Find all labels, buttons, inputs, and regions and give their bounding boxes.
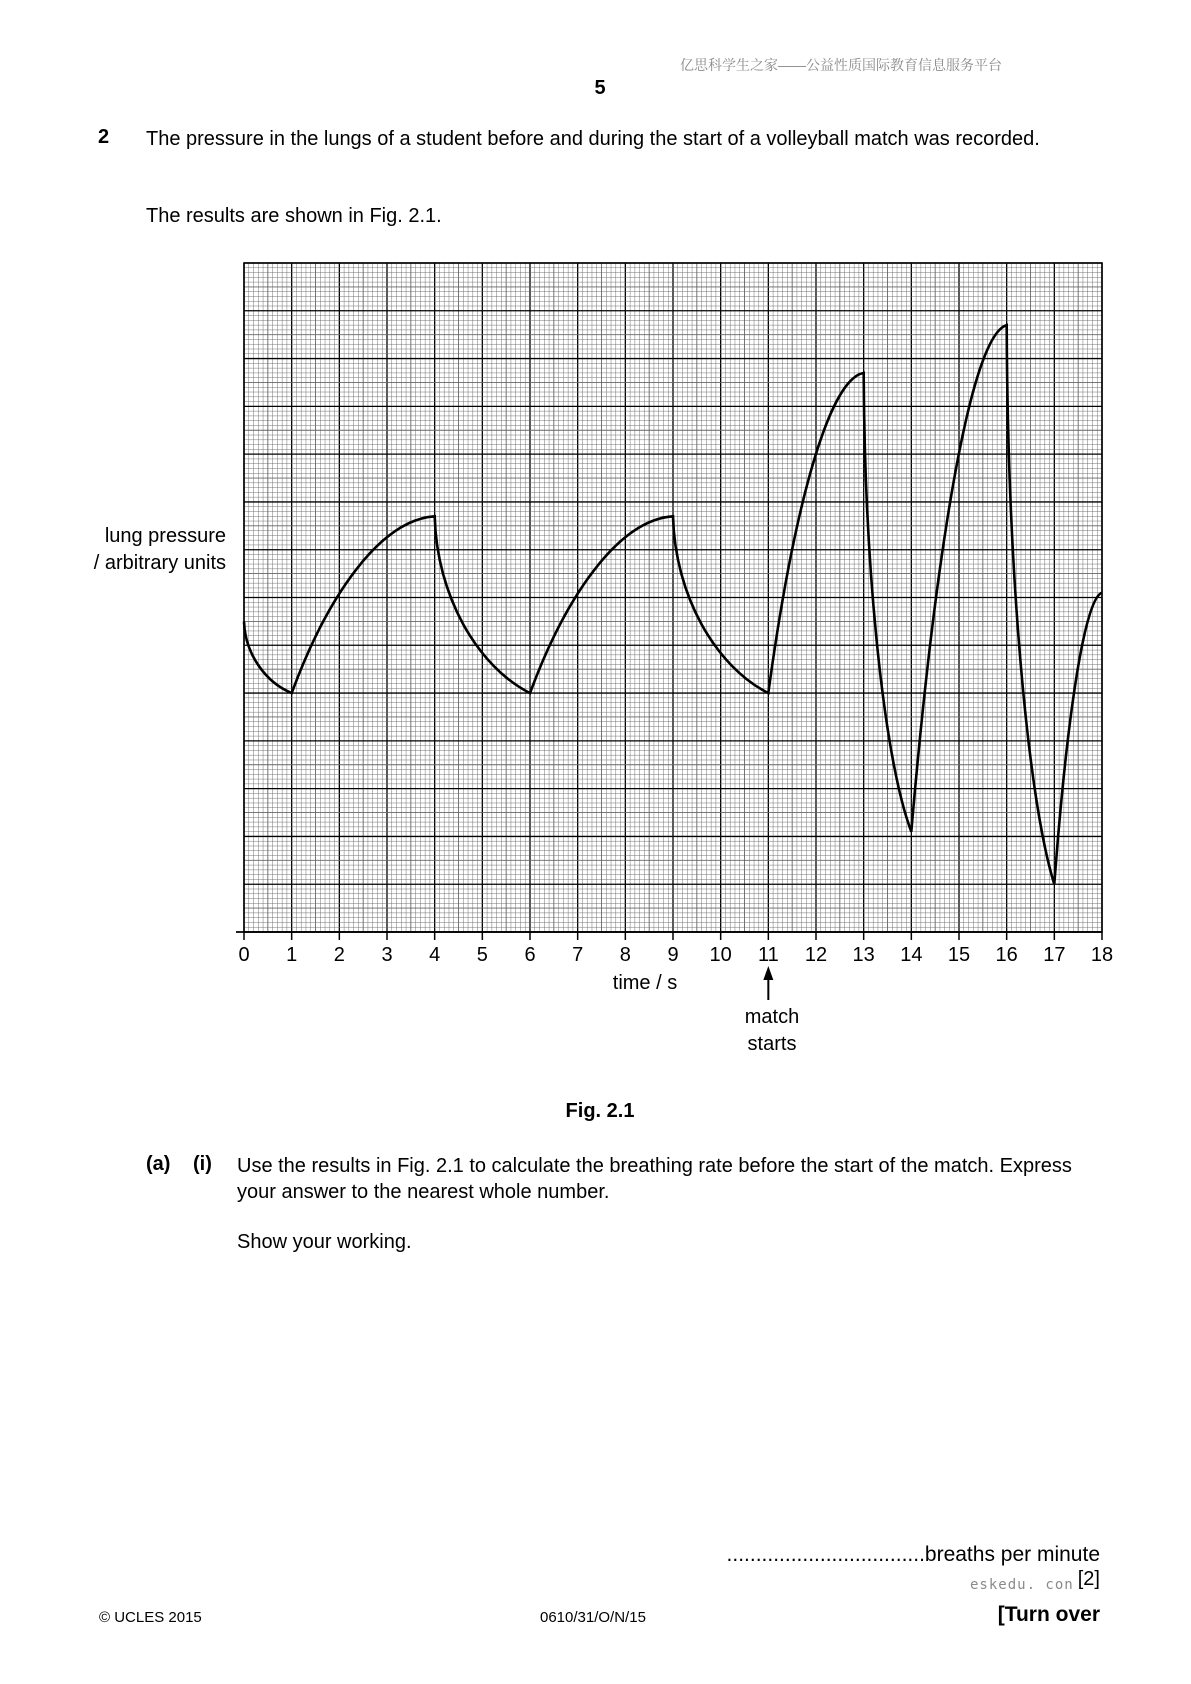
question-text: The pressure in the lungs of a student before and during the start of a volleyball match was recorded. [146,128,1040,150]
part-a-label: (a) [146,1153,171,1175]
results-text: The results are shown in Fig. 2.1. [146,205,442,227]
x-tick-label: 17 [1043,944,1066,966]
x-tick-label: 1 [286,944,298,966]
x-tick-label: 11 [757,944,779,966]
copyright: © UCLES 2015 [99,1609,202,1626]
match-starts-label [712,1004,832,1058]
x-tick-label: 10 [709,944,732,966]
chart-annotation [763,966,773,1000]
x-tick-label: 2 [333,944,345,966]
part-a-question: Use the results in Fig. 2.1 to calculate the breathing rate before the start of the match. Express your answer to the nearest whole number. [237,1155,1072,1203]
x-tick-label: 0 [238,944,250,966]
y-axis-label [60,523,226,577]
x-tick-label: 7 [572,944,584,966]
x-tick-label: 15 [947,944,971,966]
x-tick-label: 13 [852,944,875,966]
y-axis-label-line2: / arbitrary units [93,552,226,574]
x-tick-label: 14 [900,944,923,966]
part-i-label: (i) [193,1153,212,1175]
chart-x-ticks [238,932,1113,966]
x-tick-label: 4 [429,944,441,966]
figure-caption: Fig. 2.1 [565,1100,635,1122]
page-number: 5 [594,77,606,99]
turn-over: [Turn over [997,1603,1100,1626]
match-label-line2: starts [747,1033,797,1055]
x-tick-label: 16 [995,944,1018,966]
match-arrow-head [763,966,773,980]
x-tick-label: 5 [476,944,488,966]
header-watermark: 亿思科学生之家——公益性质国际教育信息服务平台 [680,57,1002,73]
x-tick-label: 18 [1090,944,1114,966]
x-axis-label: time / s [612,972,678,994]
chart-grid [244,263,1102,932]
x-tick-label: 12 [804,944,828,966]
paper-code: 0610/31/O/N/15 [540,1609,646,1626]
show-working-instruction: Show your working. [237,1231,412,1253]
x-tick-label: 9 [667,944,679,966]
y-axis-label-line1: lung pressure [104,525,226,547]
footer-watermark: eskedu. con [970,1577,1074,1593]
match-label-line1: match [744,1006,800,1028]
question-number: 2 [98,126,110,148]
marks: [2] [1077,1568,1100,1590]
x-tick-label: 6 [524,944,536,966]
x-tick-label: 8 [619,944,631,966]
answer-line[interactable]: ..................................breaths per minute [726,1543,1100,1566]
x-tick-label: 3 [381,944,393,966]
